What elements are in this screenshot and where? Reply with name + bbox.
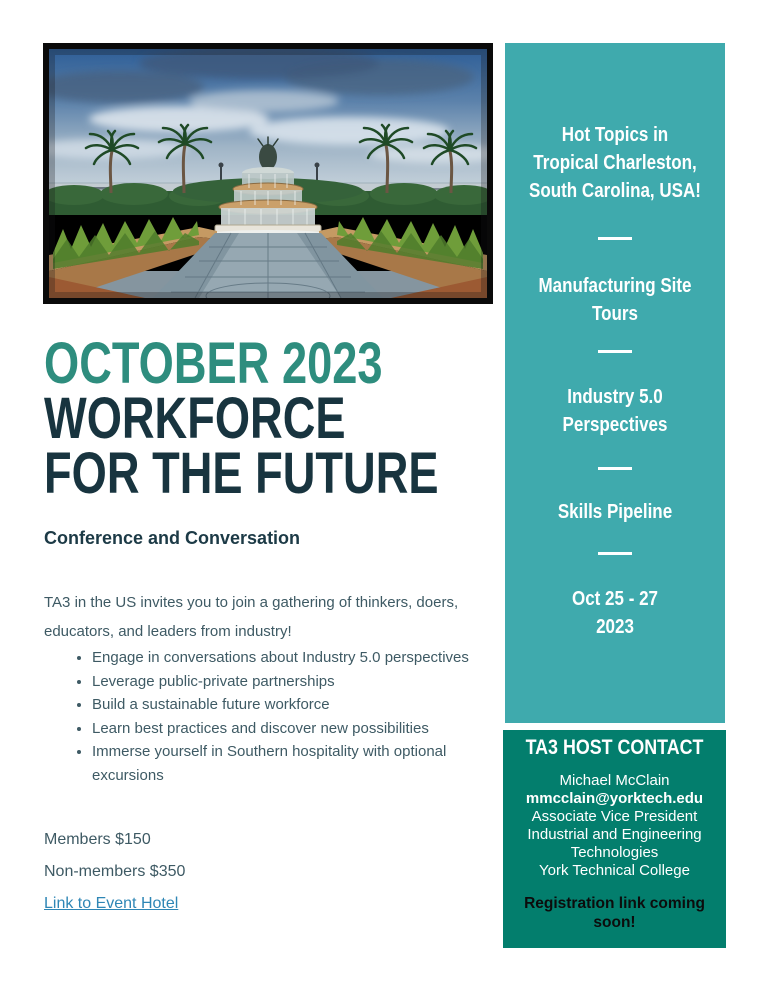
event-photo-frame	[43, 43, 493, 304]
event-title	[44, 331, 439, 506]
event-hotel-link[interactable]: Link to Event Hotel	[44, 895, 179, 912]
host-contact-header: TA3 HOST CONTACT	[525, 736, 704, 759]
list-item: • Immerse yourself in Southern hospitality with optional excursions	[92, 740, 474, 787]
sidebar-item-site-tours	[522, 272, 709, 328]
sidebar-item-line: Tours	[592, 303, 638, 325]
host-contact-details	[503, 772, 726, 880]
intro-line-2: educators, and leaders from industry!	[44, 623, 292, 640]
sidebar-item-line: 2023	[596, 616, 634, 638]
list-item: • Build a sustainable future workforce	[92, 693, 474, 717]
topics-sidebar	[505, 43, 725, 723]
intro-paragraph	[44, 588, 458, 646]
sidebar-item-industry-50	[522, 383, 709, 439]
registration-note-line: Registration link coming	[524, 895, 705, 912]
list-item: • Learn best practices and discover new possibilities	[92, 717, 474, 741]
event-title-line3: FOR THE FUTURE	[44, 441, 439, 506]
list-item: • Engage in conversations about Industry 5.0 perspectives	[92, 646, 474, 670]
intro-line-1: TA3 in the US invites you to join a gathering of thinkers, doers,	[44, 594, 459, 611]
pricing-section	[44, 830, 185, 926]
event-subtitle: Conference and Conversation	[44, 528, 301, 548]
sidebar-divider	[598, 467, 632, 470]
sidebar-item-line: Manufacturing Site	[538, 275, 692, 297]
members-price: Members $150	[44, 831, 151, 848]
sidebar-item-dates	[522, 585, 709, 641]
contact-email: mmcclain@yorktech.edu	[525, 790, 704, 807]
list-item: • Leverage public-private partnerships	[92, 670, 474, 694]
sidebar-item-line: Industry 5.0	[567, 386, 663, 408]
pineapple-fountain-photo	[49, 49, 487, 298]
sidebar-item-line: Oct 25 - 27	[571, 588, 658, 610]
registration-note	[503, 894, 726, 932]
contact-role-line: Industrial and Engineering	[527, 826, 702, 843]
contact-name: Michael McClain	[559, 772, 670, 789]
highlights-list	[44, 646, 474, 787]
host-contact-box	[503, 730, 726, 948]
sidebar-item-line: South Carolina, USA!	[529, 180, 701, 202]
contact-role-line: Associate Vice President	[531, 808, 698, 825]
sidebar-item-line: Perspectives	[562, 414, 668, 436]
registration-note-line: soon!	[593, 914, 636, 931]
sidebar-item-hot-topics	[522, 121, 709, 205]
non-members-price: Non-members $350	[44, 863, 186, 880]
contact-organization: York Technical College	[539, 862, 690, 879]
event-title-date: OCTOBER 2023	[44, 331, 383, 396]
sidebar-item-line: Skills Pipeline	[557, 501, 673, 523]
contact-role-line: Technologies	[570, 844, 659, 861]
sidebar-divider	[598, 237, 632, 240]
sidebar-divider	[598, 552, 632, 555]
sidebar-item-skills-pipeline	[522, 498, 709, 526]
sidebar-item-line: Tropical Charleston,	[533, 152, 697, 174]
event-title-line2: WORKFORCE	[44, 386, 346, 451]
sidebar-divider	[598, 350, 632, 353]
sidebar-item-line: Hot Topics in	[561, 124, 669, 146]
